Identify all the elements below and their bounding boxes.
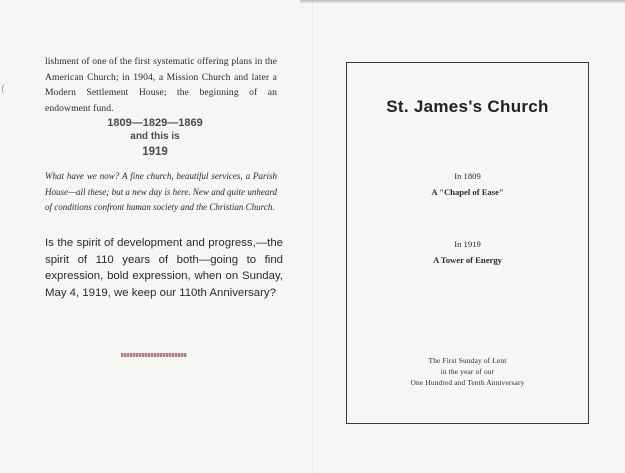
history-paragraph: lishment of one of the first systematic offering plans in the American Church; in 1904, a Mission Church and later a Modern Settlement House; the beginning of an endowment fund. — [45, 56, 277, 114]
block-1919-text: A Tower of Energy — [433, 255, 502, 265]
footer-line-1: The First Sunday of Lent — [428, 356, 507, 365]
block-1919 — [347, 236, 588, 268]
cover-page — [313, 0, 625, 473]
left-page — [0, 0, 312, 473]
cover-frame — [346, 62, 589, 424]
cover-title: St. James's Church — [386, 97, 549, 116]
block-1809-year: In 1809 — [454, 171, 481, 181]
cover-footer — [347, 355, 588, 388]
block-1919-year: In 1919 — [454, 239, 481, 249]
what-have-we-paragraph: What have we now? A fine church, beautiful services, a Parish House—all these; but a new day is here. New and quite unheard of conditions confront human society and the Christian Church. — [45, 171, 277, 212]
and-this-is-label: and this is — [130, 131, 180, 142]
current-year: 1919 — [142, 146, 168, 158]
block-1809 — [347, 168, 588, 200]
dates-line: 1809—1829—1869 — [107, 117, 203, 129]
block-1809-text: A "Chapel of Ease" — [431, 187, 504, 197]
margin-mark: ( — [1, 84, 5, 95]
anniversary-question-paragraph: Is the spirit of development and progress,—the spirit of 110 years of both—going to find expression, bold expression, when on Sunday, May 4, 1919, we keep our 110th Anniversary? — [45, 237, 283, 299]
ornament-rule — [121, 353, 187, 357]
years-heading — [85, 116, 225, 160]
footer-line-3: One Hundred and Tenth Anniversary — [410, 378, 525, 387]
footer-line-2: in the year of our — [440, 367, 495, 376]
